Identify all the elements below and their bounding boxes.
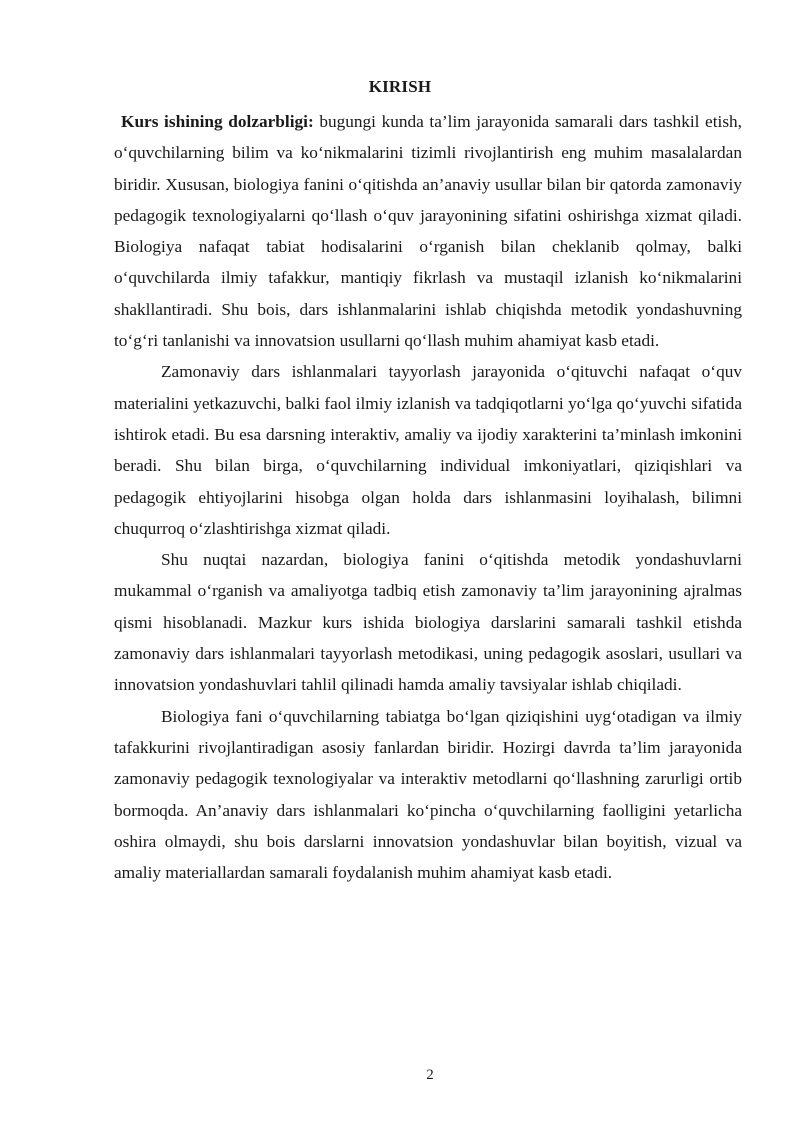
page-number: 2 <box>426 1067 434 1083</box>
paragraph-text: bugungi kunda ta’lim jarayonida samarali dars tashkil etish, o‘quvchilarning bilim va ko‘nikmalarini tizimli rivojlantirish eng muhim masalalardan biridir. Xususan, biologiya fanini o‘qitishda an’anaviy usullar bilan bir qatorda zamonaviy pedagogik texnologiyalarni qo‘llash o‘quv jarayonining sifatini oshirishga xizmat qiladi. Biologiya nafaqat tabiat hodisalarini o‘rganish bilan cheklanib qolmay, balki o‘quvchilarda ilmiy tafakkur, mantiqiy fikrlash va mustaqil izlanish ko‘nikmalarini shakllantiradi. Shu bois, dars ishlanmalarini ishlab chiqishda metodik yondashuvning to‘g‘ri tanlanishi va innovatsion usullarni qo‘llash muhim ahamiyat kasb etadi. <box>114 112 743 351</box>
paragraph-lead-heading: Kurs ishining dolzarbligi: <box>121 112 314 131</box>
paragraph: Shu nuqtai nazardan, biologiya fanini o‘qitishda metodik yondashuvlarni mukammal o‘rganish va amaliyotga tadbiq etish zamonaviy ta’lim jarayonining ajralmas qismi hisoblanadi. Mazkur kurs ishida biologiya darslarini samarali tashkil etishda zamonaviy dars ishlanmalari tayyorlash metodikasi, uning pedagogik asoslari, usullari va innovatsion yondashuvlari tahlil qilinadi hamda amaliy tavsiyalar ishlab chiqiladi. <box>114 550 742 695</box>
document-body <box>114 106 742 888</box>
page-title: KIRISH <box>368 77 432 96</box>
paragraph: Biologiya fani o‘quvchilarning tabiatga bo‘lgan qiziqishini uyg‘otadigan va ilmiy tafakkurini rivojlantiradigan asosiy fanlardan biridir. Hozirgi davrda ta’lim jarayonida zamonaviy pedagogik texnologiyalar va interaktiv metodlarni qo‘llashning zarurligi ortib bormoqda. An’anaviy dars ishlanmalari ko‘pincha o‘quvchilarning faolligini yetarlicha oshira olmaydi, shu bois darslarni innovatsion yondashuvlar bilan boyitish, vizual va amaliy materiallardan samarali foydalanish muhim ahamiyat kasb etadi. <box>114 706 742 883</box>
paragraph: Zamonaviy dars ishlanmalari tayyorlash jarayonida o‘qituvchi nafaqat o‘quv materialini yetkazuvchi, balki faol ilmiy izlanish va tadqiqotlarni yo‘lga qo‘yuvchi sifatida ishtirok etadi. Bu esa darsning interaktiv, amaliy va ijodiy xarakterini ta’minlash imkonini beradi. Shu bilan birga, o‘quvchilarning individual imkoniyatlari, qiziqishlari va pedagogik ehtiyojlarini hisobga olgan holda dars ishlanmasini loyihalash, bilimni chuqurroq o‘zlashtirishga xizmat qiladi. <box>114 362 742 538</box>
paragraph-relevance <box>114 106 742 356</box>
